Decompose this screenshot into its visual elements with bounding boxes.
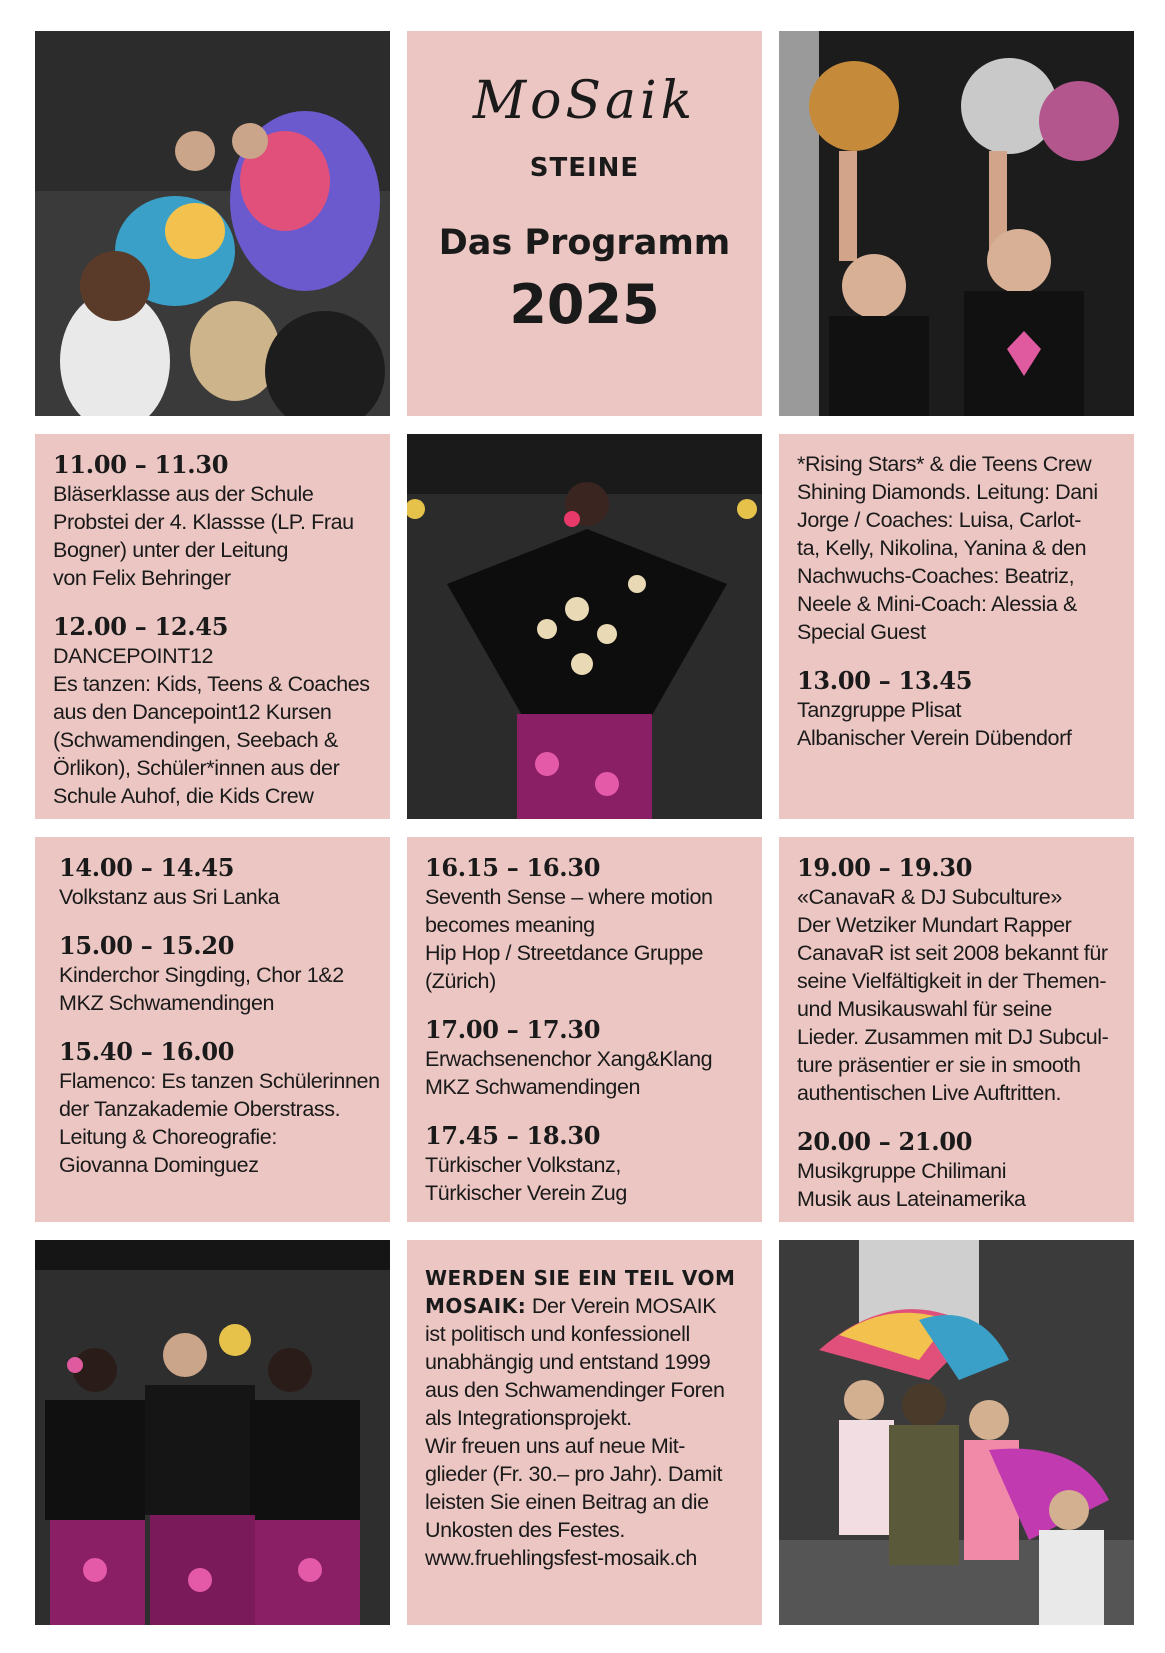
entry-time: 14.00 – 14.45 (59, 853, 235, 882)
entry-time: 17.00 – 17.30 (425, 1015, 601, 1044)
entry-line: Türkischer Verein Zug (425, 1181, 627, 1205)
schedule-entry (797, 666, 1124, 752)
entry-line: der Tanzakademie Oberstrass. (59, 1097, 341, 1121)
entry-time: 15.40 – 16.00 (59, 1037, 235, 1066)
entry-line: «CanavaR & DJ Subculture» (797, 885, 1062, 909)
entry-line: von Felix Behringer (53, 566, 231, 590)
entry-line: Der Wetziker Mundart Rapper (797, 913, 1072, 937)
schedule-entry (425, 1121, 752, 1207)
entry-line: (Zürich) (425, 969, 496, 993)
schedule-block-afternoon (35, 837, 390, 1222)
entry-line: und Musikauswahl für seine (797, 997, 1052, 1021)
photo-flamenco-group (35, 1240, 390, 1625)
program-title: Das Programm (438, 223, 731, 263)
entry-line: Lieder. Zusammen mit DJ Subcul- (797, 1025, 1109, 1049)
schedule-block-evening (779, 837, 1134, 1222)
entry-time: 16.15 – 16.30 (425, 853, 601, 882)
entry-time: 15.00 – 15.20 (59, 931, 235, 960)
schedule-entry (53, 612, 380, 810)
membership-intro (425, 1292, 752, 1320)
entry-line: Special Guest (797, 620, 926, 644)
entry-line: Tanzgruppe Plisat (797, 698, 962, 722)
photo-butterfly-dancers (35, 31, 390, 416)
entry-line: Shining Diamonds. Leitung: Dani (797, 480, 1098, 504)
membership-line: glieder (Fr. 30.– pro Jahr). Damit (425, 1462, 723, 1486)
entry-line: Jorge / Coaches: Luisa, Carlot- (797, 508, 1081, 532)
photo-shawl-dancer (407, 434, 762, 819)
entry-line: DANCEPOINT12 (53, 644, 214, 668)
schedule-entry (797, 1127, 1124, 1213)
entry-line: Bogner) unter der Leitung (53, 538, 289, 562)
entry-line: Seventh Sense – where motion (425, 885, 713, 909)
membership-heading: WERDEN SIE EIN TEIL VOM (425, 1266, 736, 1290)
entry-line: authentischen Live Auftritten. (797, 1081, 1062, 1105)
membership-line: als Integrationsprojekt. (425, 1406, 632, 1430)
program-year: 2025 (509, 273, 660, 336)
entry-line: Erwachsenenchor Xang&Klang (425, 1047, 713, 1071)
membership-panel (407, 1240, 762, 1625)
entry-line: Leitung & Choreografie: (59, 1125, 277, 1149)
schedule-block-midday (779, 434, 1134, 819)
entry-line: Neele & Mini-Coach: Alessia & (797, 592, 1077, 616)
entry-line: Hip Hop / Streetdance Gruppe (425, 941, 704, 965)
entry-line: Musikgruppe Chilimani (797, 1159, 1007, 1183)
entry-line: Volkstanz aus Sri Lanka (59, 885, 280, 909)
entry-line: Nachwuchs-Coaches: Beatriz, (797, 564, 1075, 588)
entry-time: 19.00 – 19.30 (797, 853, 973, 882)
entry-line: CanavaR ist seit 2008 bekannt für (797, 941, 1108, 965)
entry-line: Giovanna Dominguez (59, 1153, 259, 1177)
schedule-entry (425, 1015, 752, 1101)
entry-time: 17.45 – 18.30 (425, 1121, 601, 1150)
entry-line: ture präsentier er sie in smooth (797, 1053, 1081, 1077)
membership-line: Wir freuen uns auf neue Mit- (425, 1434, 686, 1458)
title-panel (407, 31, 762, 416)
entry-line: Es tanzen: Kids, Teens & Coaches (53, 672, 370, 696)
membership-heading-continued: MOSAIK: (425, 1294, 527, 1318)
membership-line: aus den Schwamendinger Foren (425, 1378, 725, 1402)
entry-time: 13.00 – 13.45 (797, 666, 973, 695)
photo-pompom-dancers (779, 31, 1134, 416)
photo-fan-dancers (779, 1240, 1134, 1625)
schedule-entry (59, 853, 380, 911)
entry-line: Schule Auhof, die Kids Crew (53, 784, 314, 808)
entry-line: aus den Dancepoint12 Kursen (53, 700, 332, 724)
entry-line: becomes meaning (425, 913, 595, 937)
membership-line: unabhängig und entstand 1999 (425, 1350, 711, 1374)
schedule-block-morning (35, 434, 390, 819)
entry-line: Probstei der 4. Klassse (LP. Frau (53, 510, 354, 534)
entry-line: ta, Kelly, Nikolina, Yanina & den (797, 536, 1087, 560)
entry-line: Kinderchor Singding, Chor 1&2 (59, 963, 344, 987)
entry-line: Flamenco: Es tanzen Schülerinnen (59, 1069, 380, 1093)
entry-time: 20.00 – 21.00 (797, 1127, 973, 1156)
schedule-entry (797, 853, 1124, 1107)
entry-line: Örlikon), Schüler*innen aus der (53, 756, 340, 780)
membership-line: ist politisch und konfessionell (425, 1322, 690, 1346)
entry-time: 11.00 – 11.30 (53, 450, 229, 479)
website-link[interactable]: www.fruehlingsfest-mosaik.ch (425, 1546, 697, 1570)
membership-line: Unkosten des Festes. (425, 1518, 625, 1542)
entry-line: Bläserklasse aus der Schule (53, 482, 314, 506)
schedule-block-late-afternoon (407, 837, 762, 1222)
schedule-entry (59, 931, 380, 1017)
membership-line: Der Verein MOSAIK (531, 1294, 717, 1318)
entry-line: Musik aus Lateinamerika (797, 1187, 1026, 1211)
entry-line: Albanischer Verein Dübendorf (797, 726, 1072, 750)
schedule-entry (425, 853, 752, 995)
entry-line: seine Vielfältigkeit in der Themen- (797, 969, 1107, 993)
schedule-entry (53, 450, 380, 592)
entry-line: *Rising Stars* & die Teens Crew (797, 452, 1092, 476)
entry-line: MKZ Schwamendingen (425, 1075, 641, 1099)
schedule-entry (797, 450, 1124, 646)
logo-subtitle: STEINE (529, 153, 640, 183)
entry-line: Türkischer Volkstanz, (425, 1153, 621, 1177)
entry-time: 12.00 – 12.45 (53, 612, 229, 641)
entry-line: (Schwamendingen, Seebach & (53, 728, 338, 752)
membership-line: leisten Sie einen Beitrag an die (425, 1490, 709, 1514)
mosaik-logo: MoSaik (472, 71, 697, 131)
entry-line: MKZ Schwamendingen (59, 991, 275, 1015)
schedule-entry (59, 1037, 380, 1179)
